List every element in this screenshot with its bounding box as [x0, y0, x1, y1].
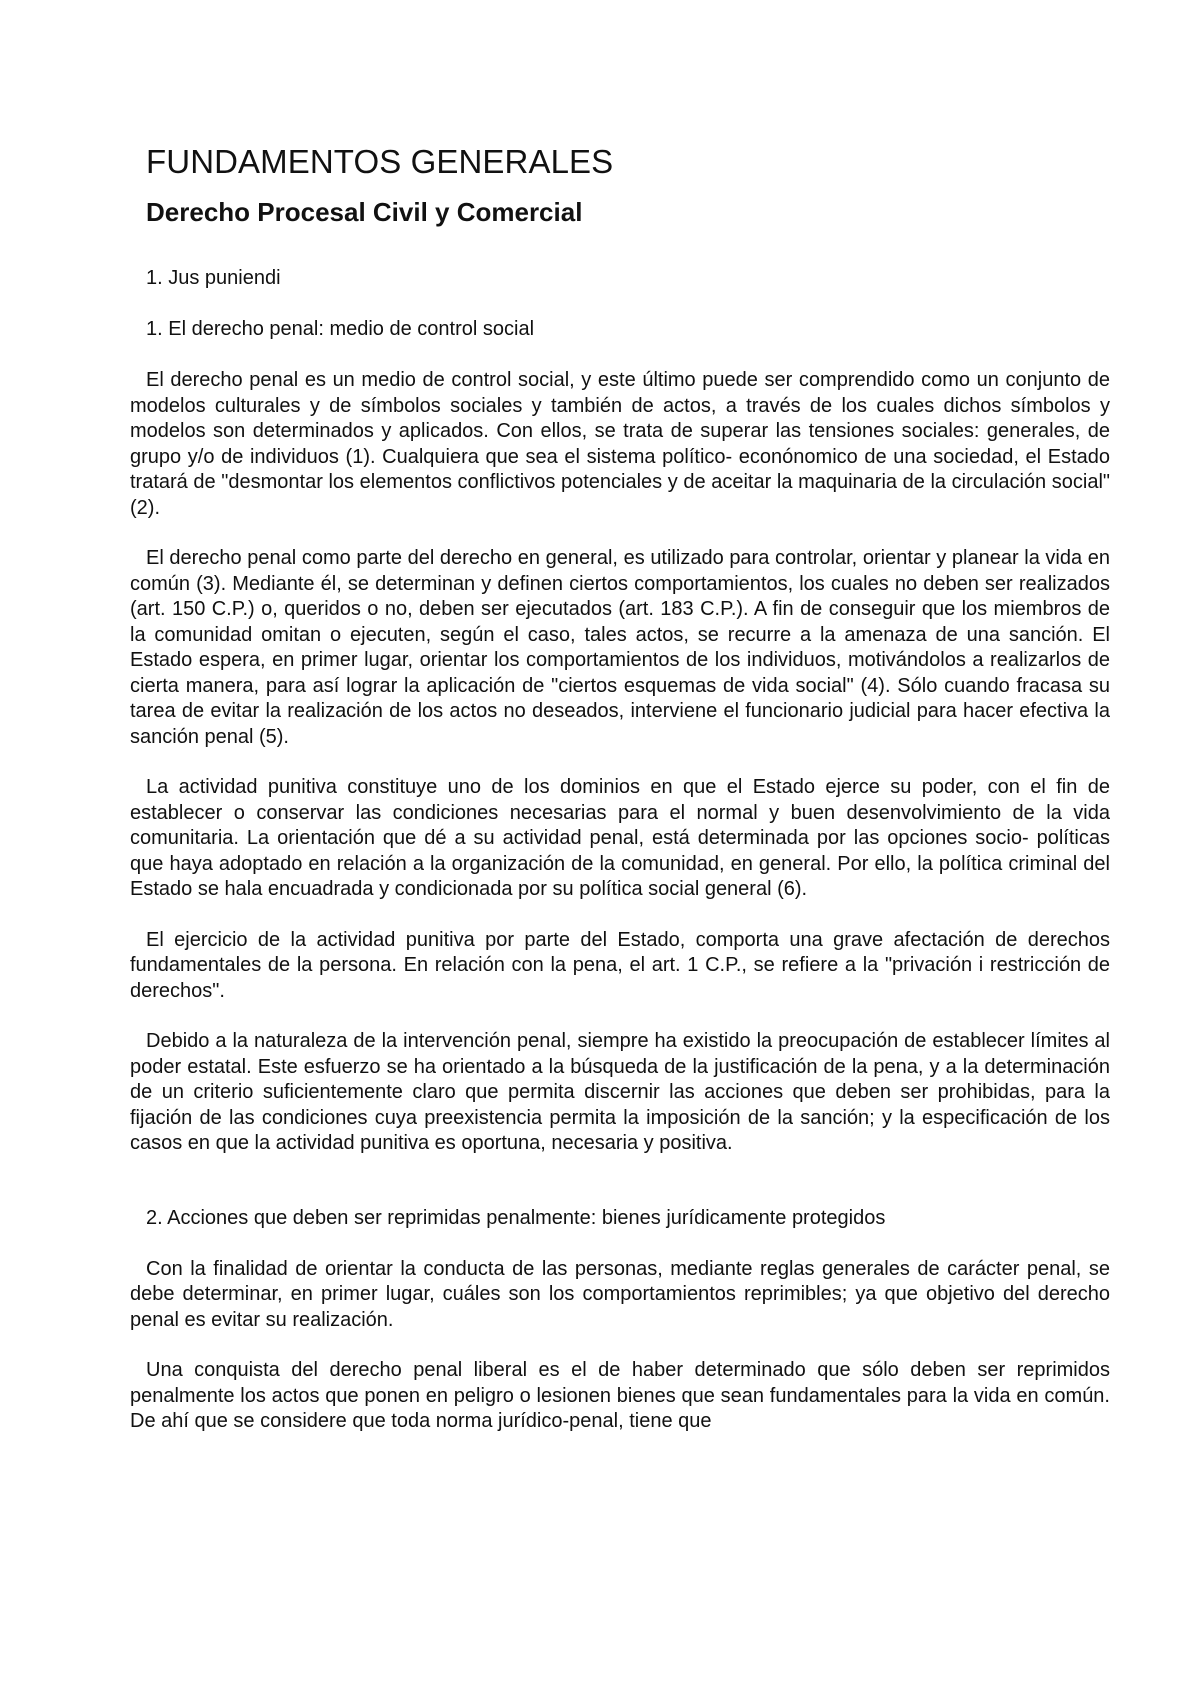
document-page	[130, 140, 1110, 1435]
paragraph-control-social: El derecho penal es un medio de control social, y este último puede ser comprendido como un conjunto de modelos culturales y de símbolos sociales y también de actos, a través de los cuales dichos símbolos y modelos son determinados y aplicados. Con ellos, se trata de superar las tensiones sociales: generales, de grupo y/o de individuos (1). Cualquiera que sea el sistema político- econónomico de una sociedad, el Estado tratará de "desmontar los elementos conflictivos potenciales y de aceitar la maquinaria de la circulación social" (2).	[130, 369, 1110, 519]
paragraph-limites-poder: Debido a la naturaleza de la intervención penal, siempre ha existido la preocupación de establecer límites al poder estatal. Este esfuerzo se ha orientado a la búsqueda de la justificación de la pena, y a la determinación de un criterio suficientemente claro que permita discernir las acciones que deben ser prohibidas, para la fijación de las condiciones cuya preexistencia permita la imposición de la sanción; y la especificación de los casos en que la actividad punitiva es oportuna, necesaria y positiva.	[130, 1030, 1110, 1154]
section-heading-jus-puniendi: 1. Jus puniendi	[146, 267, 281, 289]
document-title: FUNDAMENTOS GENERALES	[146, 143, 614, 180]
document-subtitle: Derecho Procesal Civil y Comercial	[146, 197, 583, 227]
paragraph-conquista-liberal: Una conquista del derecho penal liberal es el de haber determinado que sólo deben ser reprimidos penalmente los actos que ponen en peligro o lesionen bienes que sean fundamentales para la vida en común. De ahí que se considere que toda norma jurídico-penal, tiene que	[130, 1359, 1110, 1432]
subsection-heading-control-social: 1. El derecho penal: medio de control social	[146, 318, 535, 340]
paragraph-ejercicio-actividad: El ejercicio de la actividad punitiva por parte del Estado, comporta una grave afectación de derechos fundamentales de la persona. En relación con la pena, el art. 1 C.P., se refiere a la "privación i restricción de derechos".	[130, 928, 1110, 1002]
subsection-heading-acciones-reprimidas: 2. Acciones que deben ser reprimidas penalmente: bienes jurídicamente protegidos	[146, 1206, 886, 1229]
paragraph-actividad-punitiva: La actividad punitiva constituye uno de los dominios en que el Estado ejerce su poder, con el fin de establecer o conservar las condiciones necesarias para el normal y buen desenvolvimiento de la vida comunitaria. La orientación que dé a su actividad penal, está determinada por las opciones socio- políticas que haya adoptado en relación a la organización de la comunidad, en general. Por ello, la política criminal del Estado se hala encuadrada y condicionada por su política social general (6).	[130, 776, 1110, 900]
paragraph-parte-del-derecho: El derecho penal como parte del derecho en general, es utilizado para controlar, orientar y planear la vida en común (3). Mediante él, se determinan y definen ciertos comportamientos, los cuales no deben ser realizados (art. 150 C.P.) o, queridos o no, deben ser ejecutados (art. 183 C.P.). A fin de conseguir que los miembros de la comunidad omitan o ejecuten, según el caso, tales actos, se recurre a la amenaza de una sanción. El Estado espera, en primer lugar, orientar los comportamientos de los individuos, motivándolos a realizarlos de cierta manera, para así lograr la aplicación de "ciertos esquemas de vida social" (4). Sólo cuando fracasa su tarea de evitar la realización de los actos no deseados, interviene el funcionario judicial para hacer efectiva la sanción penal (5).	[130, 547, 1110, 748]
paragraph-finalidad-orientar: Con la finalidad de orientar la conducta de las personas, mediante reglas generales de carácter penal, se debe determinar, en primer lugar, cuáles son los comportamientos reprimibles; ya que objetivo del derecho penal es evitar su realización.	[130, 1257, 1110, 1331]
